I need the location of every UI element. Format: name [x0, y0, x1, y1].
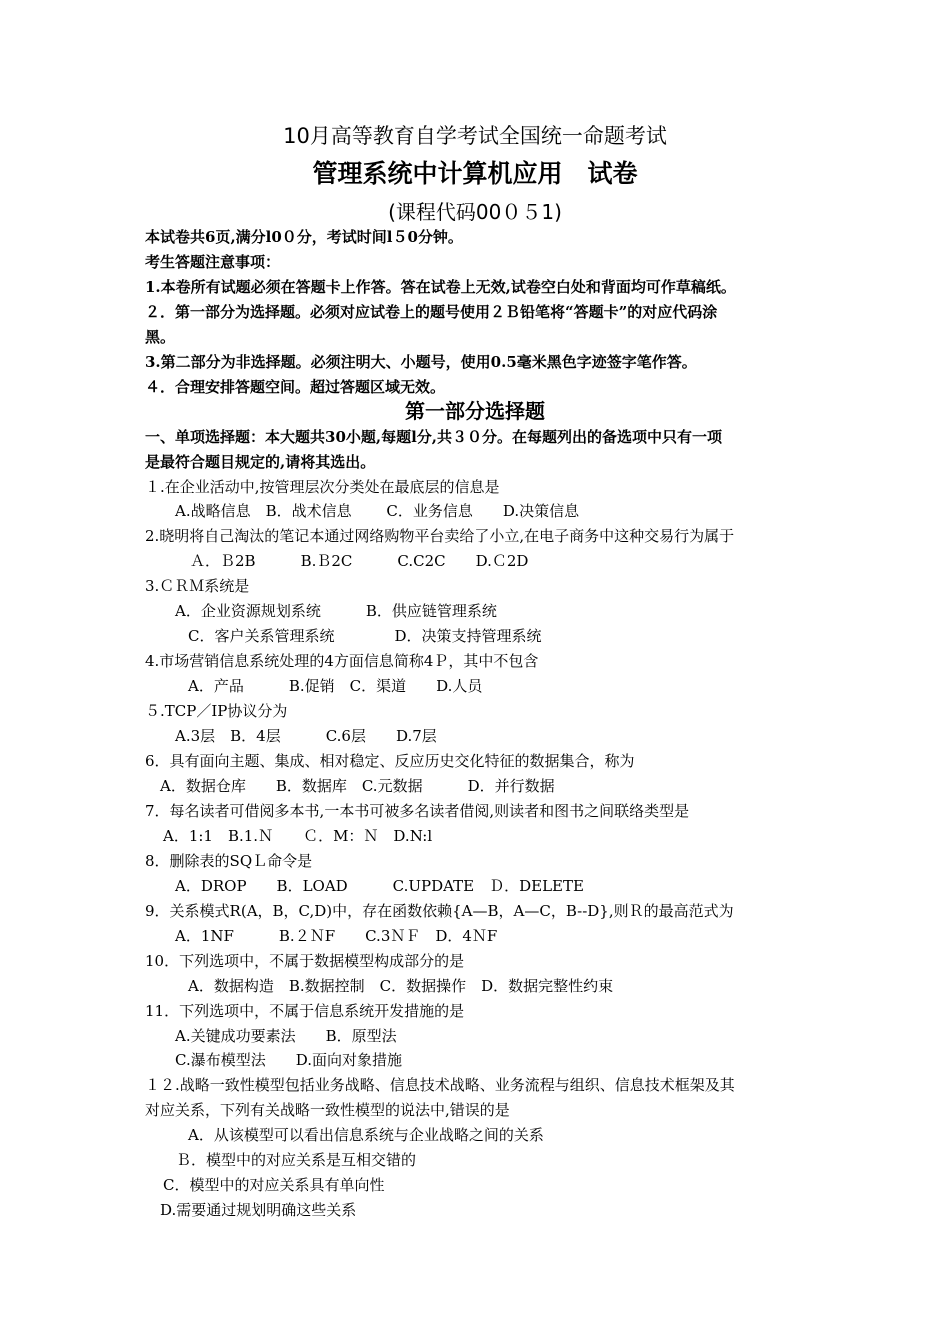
question-stem: 4.市场营销信息系统处理的4方面信息简称4Ｐ，其中不包含 [145, 652, 539, 670]
question-options: A．DROP B．LOAD C.UPDATE Ｄ．DELETE [175, 877, 584, 895]
question-options: A．1NF B.２ＮF C.3ＮＦ D．4ＮF [175, 927, 498, 945]
question-options: A．企业资源规划系统 B．供应链管理系统 [175, 602, 497, 620]
question-stem-cont: 对应关系，下列有关战略一致性模型的说法中,错误的是 [145, 1101, 510, 1119]
question-options: Ｂ．模型中的对应关系是互相交错的 [176, 1151, 417, 1169]
question-stem: １２.战略一致性模型包括业务战略、信息技术战略、业务流程与组织、信息技术框架及其 [145, 1076, 735, 1094]
question-stem: 3.ＣＲＭ系统是 [145, 577, 250, 595]
question-options: A．1:1 B.1.Ｎ Ｃ．M：Ｎ D.N:l [163, 827, 433, 845]
question-options: D.需要通过规划明确这些关系 [160, 1201, 357, 1219]
question-stem: 10．下列选项中，不属于数据模型构成部分的是 [145, 952, 465, 970]
question-options: A.关键成功要素法 B．原型法 [175, 1027, 397, 1045]
section-instructions: 一、单项选择题：本大题共30小题,每题l分,共３０分。在每题列出的备选项中只有一项 [145, 428, 723, 446]
question-options: C．客户关系管理系统 D．决策支持管理系统 [188, 627, 542, 645]
notice-item-3: 3.第二部分为非选择题。必须注明大、小题号，使用0.5毫米黑色字迹签字笔作答。 [145, 353, 697, 371]
question-stem: 6．具有面向主题、集成、相对稳定、反应历史交化特征的数据集合，称为 [145, 752, 635, 770]
question-options: C．模型中的对应关系具有单向性 [163, 1176, 385, 1194]
question-stem: １.在企业活动中,按管理层次分类处在最底层的信息是 [145, 478, 500, 496]
notice-item-4: ４．合理安排答题空间。超过答题区域无效。 [145, 378, 446, 396]
part1-title: 第一部分选择题 [405, 399, 545, 423]
question-options: A．从该模型可以看出信息系统与企业战略之间的关系 [188, 1126, 544, 1144]
question-options: A．数据构造 B.数据控制 C．数据操作 D．数据完整性约束 [188, 977, 614, 995]
question-stem: 9．关系模式R(A，B，C,D)中，存在函数依赖{A—B，A—C，B--D},则Ｒ的最高范式为 [145, 902, 734, 920]
question-stem: 2.晓明将自己淘汰的笔记本通过网络购物平台卖给了小立,在电子商务中这种交易行为属于 [145, 527, 735, 545]
question-options: A.3层 B．4层 C.6层 D.7层 [175, 727, 437, 745]
question-options: A．数据仓库 B．数据库 C.元数据 D．并行数据 [160, 777, 555, 795]
question-stem: 7．每名读者可借阅多本书,一本书可被多名读者借阅,则读者和图书之间联络类型是 [145, 802, 690, 820]
question-options: Ａ．Ｂ2B B.Ｂ2C C.C2C D.Ｃ2D [190, 552, 529, 570]
section-instructions-cont: 是最符合题目规定的,请将其选出。 [145, 453, 376, 471]
question-stem: 8．删除表的SQＬ命令是 [145, 852, 313, 870]
exam-intro: 本试卷共6页,满分l0０分，考试时间l５0分钟。 [145, 228, 463, 246]
notice-item-2-cont: 黑。 [145, 328, 176, 346]
course-code: (课程代码00０５1) [388, 200, 562, 224]
question-stem: ５.TCP／IP协议分为 [145, 702, 288, 720]
exam-header-line: 10月高等教育自学考试全国统一命题考试 [283, 124, 667, 148]
exam-title: 管理系统中计算机应用 试卷 [312, 159, 638, 188]
notice-item-2: ２．第一部分为选择题。必须对应试卷上的题号使用２Ｂ铅笔将“答题卡”的对应代码涂 [145, 303, 718, 321]
notice-heading: 考生答题注意事项： [145, 253, 281, 271]
notice-item-1: 1.本卷所有试题必须在答题卡上作答。答在试卷上无效,试卷空白处和背面均可作草稿纸。 [145, 278, 736, 296]
question-stem: 11．下列选项中，不属于信息系统开发措施的是 [145, 1002, 465, 1020]
question-options: A．产品 B.促销 C．渠道 D.人员 [188, 677, 483, 695]
question-options: A.战略信息 B．战术信息 C．业务信息 D.决策信息 [175, 502, 580, 520]
question-options: C.瀑布模型法 D.面向对象措施 [175, 1051, 402, 1069]
